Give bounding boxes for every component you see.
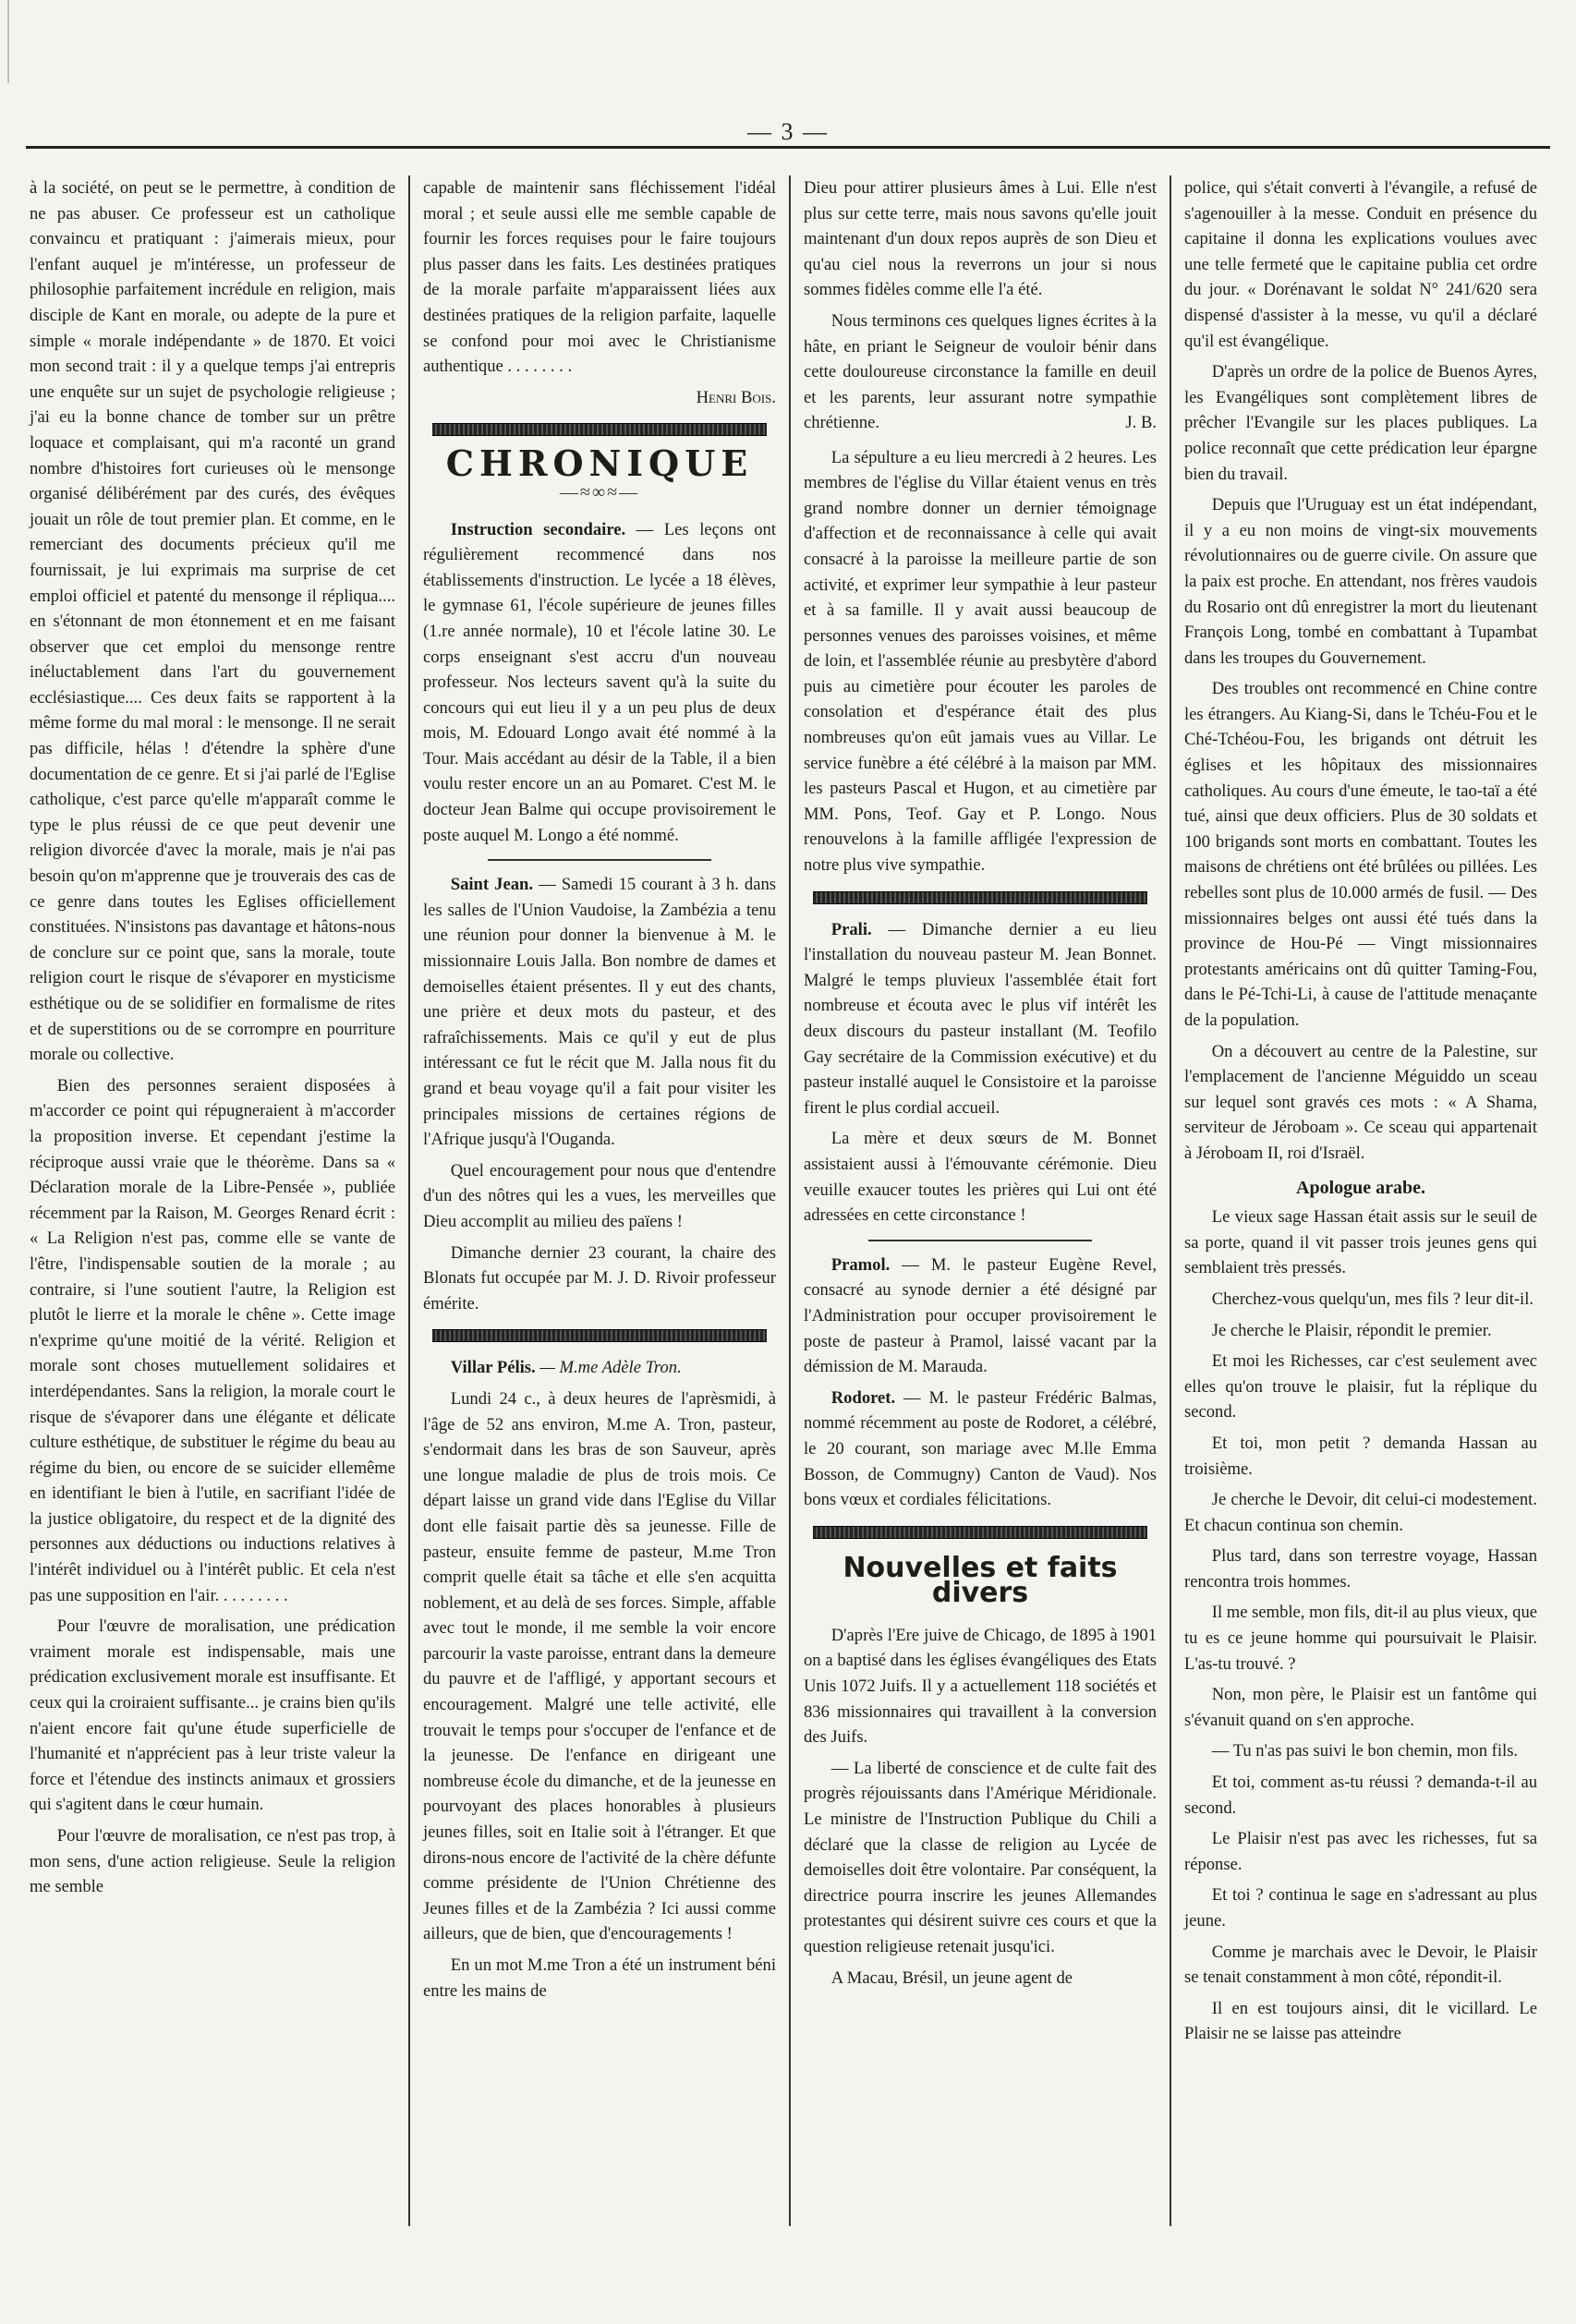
news-item	[423, 1355, 776, 1381]
news-title: Saint Jean.	[450, 875, 534, 895]
article-paragraph: Des troubles ont recommencé en Chine contre les étrangers. Au Kiang-Si, dans le Tchéu-Fou et le Ché-Tchéou-Fou, les brigands ont détruit les églises et les hôpitaux des missionnaires catholiques. Au cours d'une émeute, le tao-taï a été tué, ainsi que deux officiers. Plus de 30 soldats et 100 brigands sont morts en combattant. Toutes les maisons de chrétiens ont été brûlées ou pillées. Les rebelles sont plus de 10.000 armés de fusil. — Des missionnaires belges ont aussi été tués dans la province de Hou-Pé — Vingt missionnaires protestants américains ont dû quitter Taming-Fou, dans le Pé-Tchi-Li, à cause de l'attitude menaçante de la population.	[1184, 679, 1537, 1030]
author-signature: Henri Bois.	[696, 387, 776, 407]
news-text: — Dimanche dernier a eu lieu l'installation du nouveau pasteur M. Jean Bonnet. Malgré le temps pluvieux l'assemblée était fort nombreuse et écouta avec le plus vif intérêt les deux discours du pasteur installant (M. Teofilo Gay secrétaire de la Commission exécutive) et du pasteur installé auquel le Consistoire et la paroisse firent le plus cordial accueil.	[804, 919, 1157, 1118]
article-paragraph: Cherchez-vous quelqu'un, mes fils ? leur dit-il.	[1211, 1289, 1534, 1309]
news-title: Prali.	[830, 919, 872, 939]
section-divider	[813, 1526, 1147, 1539]
news-text: — Samedi 15 courant à 3 h. dans les salles de l'Union Vaudoise, la Zambézia a tenu une réunion pour donner la bienvenue à M. le missionnaire Louis Jalla. Bon nombre de dames et demoiselles étaient présentes. Il y eut des chants, une prière et deux mots du pasteur, et des rafraîchissements. Mais ce qu'il y eut de plus intéressant ce fut le récit que M. Jalla nous fit du grand et beau voyage qu'il a fait pour visiter les principales missions de certaines régions de l'Afrique jusqu'à l'Ouganda.	[423, 875, 776, 1150]
news-title: Villar Pélis.	[450, 1358, 536, 1378]
article-paragraph: Bien des personnes seraient disposées à m'accorder ce point qui répugneraient à m'accorder la proposition inverse. Et cependant j'estime la réciproque aussi vraie que le théorème. Dans sa « Déclaration morale de la Libre-Pensée », publiée récemment par la Raison, M. Georges Renard écrit : « La Religion n'est pas, comme elle se vante de l'être, l'indispensable soutien de la morale ; au contraire, si l'une soutient l'autre, la Religion est plutôt le lierre et la morale le chêne ». Cette image n'exprime qu'une moitié de la vérité. Religion et morale sont choses mutuellement solidaires et interdépendantes. Sans la religion, la morale court le risque de s'évaporer dans une élégante et délicate culture esthétique, de substituer le régime du beau au régime du bien, ou encore de se suicider ellemême en identifiant le bien à l'utile, en sacrifiant l'idée de la justice obligatoire, du respect et de la dignité des personnes aux déductions ou inductions relatives à l'intérêt individuel ou à l'intérêt public. Et cela n'est pas une supposition en l'air. . . . . . . . .	[30, 1075, 395, 1605]
news-item	[423, 872, 776, 1153]
article-paragraph: Comme je marchais avec le Devoir, le Plaisir se tenait constamment à mon côté, répondit-il.	[1184, 1942, 1537, 1988]
news-text: — M. le pasteur Eugène Revel, consacré au synode dernier a été désigné par l'Administration pour occuper provisoirement le poste de pasteur à Pramol, laissé vacant par la démission de M. Marauda.	[804, 1254, 1157, 1377]
article-paragraph: Il en est toujours ainsi, dit le vicillard. Le Plaisir ne se laisse pas atteindre	[1184, 1998, 1537, 2044]
news-title: Instruction secondaire.	[450, 519, 626, 539]
news-text: — Les leçons ont régulièrement recommencé dans nos établissements d'instruction. Le lycée a 18 élèves, le gymnase 61, l'école supérieure de jeunes filles (1.re année normale), 10 et l'école latine 30. Le corps enseignant s'est accru d'un nouveau professeur. Nos lecteurs savent qu'à la suite du concours qui eut lieu il y a un peu plus de deux mois, M. Edouard Longo avait été nommé à la Tour. Mais accédant au désir de la Table, il a bien voulu rester encore un an au Pomaret. C'est M. le docteur Jean Balme qui occupe provisoirement le poste auquel M. Longo a été nommé.	[423, 519, 776, 845]
news-title: Rodoret.	[830, 1387, 896, 1408]
newspaper-columns	[28, 176, 1550, 2226]
article-paragraph: Et toi, comment as-tu réussi ? demanda-t-il au second.	[1184, 1773, 1537, 1818]
article-paragraph: Il me semble, mon fils, dit-il au plus vieux, que tu es ce jeune homme qui poursuivait le Plaisir. L'as-tu trouvé. ?	[1184, 1603, 1537, 1674]
column-1	[28, 176, 408, 2226]
article-paragraph: à la société, on peut se le permettre, à condition de ne pas abuser. Ce professeur est un catholique convaincu et pratiquant : j'aimerais mieux, pour l'enfant auquel je m'intéresse, un professeur de philosophie parfaitement incrédule en religion, mais disciple de Kant en morale, ou adepte de la pure et simple « morale indépendante » de 1870. Et voici mon second trait : il y a quelque temps j'ai entrepris une enquête sur un sujet de psychologie religieuse ; j'ai eu la bonne chance de tomber sur un prêtre loquace et complaisant, qui m'a raconté un grand nombre d'histoires fort curieuses où le mensonge organisé délibérément par des curés, des évêques jouait un rôle de tout premier plan. Et comme, en le remerciant des documents précieux qu'il me fournissait, je lui exprimais ma surprise de cet emploi officiel et patenté du mensonge il répliqua.... en s'étonnant de mon étonnement et en me faisant observer que cet emploi du mensonge rentre inéluctablement dans l'art du gouvernement ecclésiastique.... Ces deux faits se rapportent à la même forme du mal moral : le mensonge. Il ne serait pas difficile, hélas ! d'étendre la sphère d'une documentation de ce genre. Et si j'ai parlé de l'Eglise catholique, c'est parce qu'elle m'apparaît comme le type le plus réussi de ce que peut devenir une religion divorcée d'avec la morale, mais je n'ai pas besoin qu'on m'apprenne que je trouverais des cas de ce genre dans toutes les Eglises officiellement constituées. N'insistons pas davantage et hâtons-nous de conclure sur ce point que, sans la morale, toute religion court le risque de s'évaporer en mysticisme esthétique ou de se solidifier en formalisme de rites et de superstitions ou de se corrompre en pourriture morale ou collective.	[30, 178, 395, 1065]
apologue-title: Apologue arabe.	[1296, 1177, 1425, 1198]
header-rule	[26, 146, 1550, 149]
article-paragraph: Je cherche le Plaisir, répondit le premier.	[1211, 1320, 1492, 1340]
article-paragraph: Pour l'œuvre de moralisation, ce n'est pas trop, à mon sens, d'une action religieuse. Seule la religion me semble	[30, 1826, 395, 1897]
news-item	[804, 917, 1157, 1121]
author-signature: J. B.	[1125, 412, 1157, 432]
item-divider	[868, 1240, 1092, 1241]
article-paragraph: Et moi les Richesses, car c'est seulement avec elles qu'on trouve le plaisir, fut la réplique du second.	[1184, 1351, 1537, 1422]
article-paragraph: Quel encouragement pour nous que d'entendre d'un des nôtres qui les a vues, les merveilles que Dieu accomplit au milieu des païens !	[423, 1160, 776, 1231]
article-paragraph: Et toi, mon petit ? demanda Hassan au troisième.	[1184, 1433, 1537, 1479]
article-paragraph: Dieu pour attirer plusieurs âmes à Lui. Elle n'est plus sur cette terre, mais nous savons qu'elle jouit maintenant d'un doux repos auprès de son Dieu et qu'au ciel nous la reverrons un jour si nous sommes fidèles comme elle l'a été.	[804, 178, 1157, 300]
news-title: Pramol.	[830, 1254, 891, 1275]
article-paragraph: Je cherche le Devoir, dit celui-ci modestement. Et chacun continua son chemin.	[1184, 1490, 1537, 1535]
nouvelles-heading: Nouvelles et faits divers	[843, 1551, 1118, 1610]
news-item	[804, 1253, 1157, 1380]
article-paragraph: La mère et deux sœurs de M. Bonnet assistaient aussi à l'émouvante cérémonie. Dieu veuille exaucer toutes les prières qui Lui ont été adressées en cette circonstance !	[804, 1129, 1157, 1226]
column-4	[1170, 176, 1550, 2226]
section-divider	[813, 891, 1147, 904]
item-divider	[488, 859, 711, 861]
article-paragraph: Le Plaisir n'est pas avec les richesses, fut sa réponse.	[1184, 1829, 1537, 1874]
news-subtitle: — M.me Adèle Tron.	[535, 1358, 682, 1378]
section-divider	[432, 423, 767, 436]
article-paragraph: police, qui s'était converti à l'évangile, a refusé de s'agenouiller à la messe. Conduit en présence du capitaine il donna les explications voulues avec une telle fermeté que le capitaine publia cet ordre du jour. « Dorénavant le soldat N° 241/620 sera dispensé d'assister à la messe, vu qu'il a déclaré qu'il est évangélique.	[1184, 178, 1537, 351]
article-paragraph: On a découvert au centre de la Palestine, sur l'emplacement de l'ancienne Méguiddo un sceau sur lequel sont gravés ces mots : « A Shama, serviteur de Jéroboam ». Ce sceau qui appartenait à Jéroboam II, roi d'Israël.	[1184, 1041, 1537, 1163]
article-paragraph: Le vieux sage Hassan était assis sur le seuil de sa porte, quand il vit passer trois jeunes gens qui semblaient très pressés.	[1184, 1207, 1537, 1278]
section-divider	[432, 1329, 767, 1342]
article-paragraph: En un mot M.me Tron a été un instrument béni entre les mains de	[423, 1955, 776, 2001]
article-paragraph: D'après l'Ere juive de Chicago, de 1895 à 1901 on a baptisé dans les églises évangéliques des Etats Unis 1072 Juifs. Il y a actuellement 118 sociétés et 836 missionnaires qui travaillent à la conversion des Juifs.	[804, 1625, 1157, 1748]
news-item	[804, 1386, 1157, 1513]
page-number: — 3 —	[747, 118, 829, 145]
article-paragraph: La sépulture a eu lieu mercredi à 2 heures. Les membres de l'église du Villar étaient venus en très grand nombre donner un dernier témoignage d'affection et de reconnaissance à celle qui avait consacré à la paroisse la meilleure partie de son activité, et exprimer leur sympathie à leur pasteur et à sa famille. Il y avait aussi beaucoup de personnes venues des paroisses voisines, et même de loin, et l'assemblée réunie au presbytère d'abord puis au cimetière pour écouter les paroles de consolation et d'espérance était des plus nombreuses qu'on eût jamais vues au Villar. Le service funèbre a été célébré à la maison par MM. les pasteurs Pascal et Hugon, et au cimetière par MM. Pons, Teof. Gay et P. Longo. Nous renouvelons à la famille affligée l'expression de notre plus vive sympathie.	[804, 447, 1157, 876]
column-2	[408, 176, 789, 2226]
scan-edge-mark	[7, 0, 22, 83]
article-paragraph: Plus tard, dans son terrestre voyage, Hassan rencontra trois hommes.	[1184, 1546, 1537, 1592]
article-paragraph: A Macau, Brésil, un jeune agent de	[830, 1967, 1073, 1988]
flourish-ornament: —≈∞≈—	[559, 481, 640, 502]
article-paragraph: Dimanche dernier 23 courant, la chaire des Blonats fut occupée par M. J. D. Rivoir professeur émérite.	[423, 1242, 776, 1313]
news-text: — M. le pasteur Frédéric Balmas, nommé récemment au poste de Rodoret, a célébré, le 20 courant, son mariage avec M.lle Emma Bosson, de Commugny) Canton de Vaud). Nos bons vœux et cordiales félicitations.	[804, 1387, 1157, 1510]
article-paragraph: Pour l'œuvre de moralisation, une prédication vraiment morale est indispensable, mais une prédication exclusivement morale est insuffisante. Et ceux qui la croiraient suffisante... je crains bien qu'ils n'aient encore fait qu'une étude superficielle de l'humanité et n'apprécient pas à leur triste valeur la force et l'étendue des instincts animaux et grossiers qui s'agitent dans le cœur humain.	[30, 1616, 395, 1815]
article-paragraph: Depuis que l'Uruguay est un état indépendant, il y a eu non moins de vingt-six mouvements révolutionnaires ou de guerre civile. On assure que la paix est proche. En attendant, nos frères vaudois du Rosario ont dû enregistrer la mort du lieutenant François Long, tombé en combattant à Tupambat dans les troupes du Gouvernement.	[1184, 495, 1537, 668]
article-paragraph: — Tu n'as pas suivi le bon chemin, mon fils.	[1211, 1741, 1519, 1761]
column-3	[789, 176, 1170, 2226]
chronique-heading: CHRONIQUE	[445, 442, 754, 485]
article-paragraph: Nous terminons ces quelques lignes écrites à la hâte, en priant le Seigneur de vouloir bénir dans cette douloureuse circonstance la famille en deuil et les parents, leur assurant notre sympathie chrétienne.	[804, 310, 1157, 433]
news-item	[423, 517, 776, 849]
article-paragraph: Et toi ? continua le sage en s'adressant au plus jeune.	[1184, 1885, 1537, 1931]
article-paragraph: Non, mon père, le Plaisir est un fantôme qui s'évanuit quand on s'en approche.	[1184, 1685, 1537, 1730]
article-paragraph: — La liberté de conscience et de culte fait des progrès réjouissants dans l'Amérique Méridionale. Le ministre de l'Instruction Publique du Chili a déclaré que la classe de religion au Lycée de demoiselles doit être volontaire. Par conséquent, la directrice pourra inscrire les jeunes Allemandes protestantes qui désirent suivre ces cours et que la question religieuse retenait jusqu'ici.	[804, 1758, 1157, 1956]
article-paragraph: Lundi 24 c., à deux heures de l'aprèsmidi, à l'âge de 52 ans environ, M.me A. Tron, pasteur, s'endormait dans les bras de son Sauveur, après une longue maladie de plus de trois mois. Ce départ laisse un grand vide dans l'Eglise du Villar dont elle faisait partie dès sa jeunesse. Fille de pasteur, ensuite femme de pasteur, M.me Tron comprit quelle était sa tâche et elle s'en acquitta noblement, et au delà de ses forces. Simple, affable avec tout le monde, il me semble la voir encore parcourir la vaste paroisse, entrant dans la demeure du pauvre et de l'affligé, y apportant secours et encouragement. Malgré une telle activité, elle trouvait le temps pour s'occuper de l'enfance et de la jeunesse. De l'enfance en dirigeant une nombreuse école du dimanche, et de la jeunesse en pourvoyant des places honorables à plusieurs jeunes filles, soit en Italie soit à l'étranger. Et que dirons-nous encore de l'activité de la chère défunte comme présidente de l'Union Chrétienne des Jeunes filles et de la Zambézia ? Ici aussi comme ailleurs, que de bien, que d'encouragements !	[423, 1388, 776, 1944]
article-paragraph: capable de maintenir sans fléchissement l'idéal moral ; et seule aussi elle me semble capable de fournir les forces requises pour le faire toujours plus passer dans les faits. Les destinées pratiques de la morale parfaite m'apparaissent liées aux destinées pratiques de la religion parfaite, laquelle se confond pour moi avec le Christianisme authentique . . . . . . . .	[423, 178, 776, 377]
article-paragraph: D'après un ordre de la police de Buenos Ayres, les Evangéliques sont complètement libres de prêcher l'Evangile sur les places publiques. La police reconnaît que cette prédication leur épargne bien du travail.	[1184, 362, 1537, 484]
